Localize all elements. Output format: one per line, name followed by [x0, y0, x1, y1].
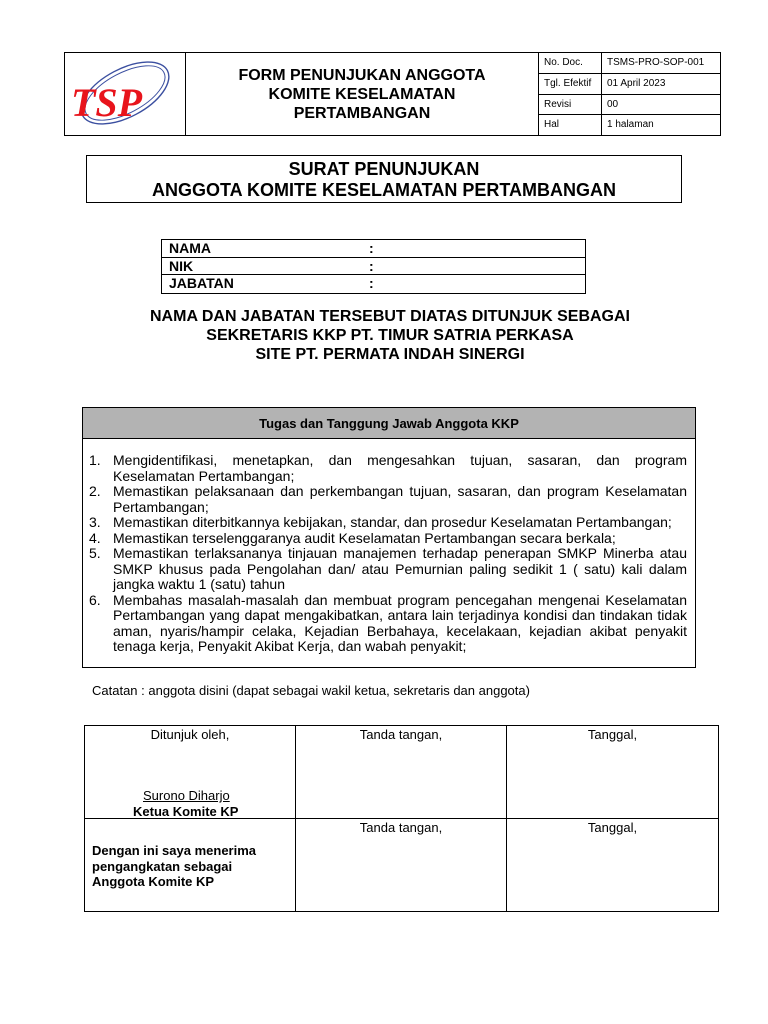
- duties-heading: Tugas dan Tanggung Jawab Anggota KKP: [83, 408, 695, 439]
- tsp-logo-icon: [65, 53, 186, 135]
- meta-label: Revisi: [539, 95, 602, 115]
- date-label: Tanggal,: [587, 727, 638, 742]
- item-number: 4.: [89, 529, 101, 546]
- list-item: [89, 484, 687, 515]
- meta-value: 1 halaman: [607, 119, 654, 131]
- info-label: JABATAN: [169, 275, 234, 291]
- meta-row-effective-date: [539, 74, 720, 95]
- item-number: 2.: [89, 483, 101, 499]
- statement-line: SITE PT. PERMATA INDAH SINERGI: [255, 346, 525, 363]
- signature-row-appointee: [85, 819, 718, 911]
- item-text: Memastikan pelaksanaan dan perkembangan tujuan, sasaran, dan program Keselamatan Pertambangan;: [113, 483, 687, 515]
- document-meta: [539, 53, 720, 135]
- list-item: [89, 515, 687, 531]
- letter-title-line: SURAT PENUNJUKAN: [288, 159, 480, 179]
- list-item: [89, 531, 687, 547]
- signature-label: Tanda tangan,: [359, 820, 443, 835]
- appointment-statement: [40, 307, 740, 364]
- info-label: NIK: [169, 257, 194, 274]
- list-item: [89, 593, 687, 655]
- duties-list: [83, 439, 695, 655]
- nik-field[interactable]: [389, 258, 585, 275]
- appointee-info-table: [161, 239, 586, 294]
- signature-cell[interactable]: [296, 819, 507, 911]
- info-row-jabatan: [162, 275, 585, 293]
- statement-line: SEKRETARIS KKP PT. TIMUR SATRIA PERKASA: [206, 327, 574, 344]
- meta-label: No. Doc.: [539, 53, 602, 73]
- nama-field[interactable]: [389, 240, 585, 257]
- signature-table: [84, 725, 719, 912]
- appointer-cell: [85, 726, 296, 818]
- meta-row-page: [539, 115, 720, 135]
- item-number: 1.: [89, 452, 101, 468]
- acceptance-line: Anggota Komite KP: [92, 874, 215, 889]
- item-number: 5.: [89, 545, 101, 561]
- letter-title: [86, 155, 682, 203]
- appointed-by-label: Ditunjuk oleh,: [150, 727, 230, 742]
- acceptance-line: Dengan ini saya menerima: [92, 843, 257, 858]
- document-header: [64, 52, 721, 136]
- form-title: [186, 53, 539, 135]
- letter-title-line: ANGGOTA KOMITE KESELAMATAN PERTAMBANGAN: [152, 180, 616, 200]
- item-text: Memastikan terselenggaranya audit Keselamatan Pertambangan secara berkala;: [113, 529, 616, 546]
- info-label: NAMA: [169, 240, 211, 256]
- acceptance-line: pengangkatan sebagai: [92, 858, 233, 874]
- meta-row-doc-no: [539, 53, 720, 74]
- info-separator: :: [369, 275, 374, 291]
- info-row-nama: [162, 240, 585, 258]
- note-text: Catatan : anggota disini (dapat sebagai wakil ketua, sekretaris dan anggota): [92, 683, 530, 698]
- acceptance-text: [92, 843, 256, 890]
- appointer-role: Ketua Komite KP: [133, 804, 239, 819]
- form-title-line: KOMITE KESELAMATAN: [268, 85, 456, 103]
- info-row-nik: [162, 258, 585, 276]
- signature-row-appointer: [85, 726, 718, 819]
- date-cell[interactable]: [507, 726, 718, 818]
- meta-value: 00: [607, 98, 619, 110]
- list-item: [89, 453, 687, 484]
- meta-label: Hal: [539, 115, 602, 135]
- duties-box: [82, 407, 696, 668]
- meta-row-revision: [539, 95, 720, 116]
- item-text: Memastikan terlaksananya tinjauan manajemen terhadap penerapan SMKP Minerba atau SMKP khusus pada Pengolahan dan/ atau Pemurnian paling sedikit 1 ( satu) kali dalam jangka waktu 1 (satu) tahun: [113, 545, 687, 592]
- statement-line: NAMA DAN JABATAN TERSEBUT DIATAS DITUNJUK SEBAGAI: [150, 308, 630, 325]
- acceptance-cell: [85, 819, 296, 911]
- info-separator: :: [369, 257, 374, 274]
- date-label: Tanggal,: [587, 820, 638, 835]
- jabatan-field[interactable]: [389, 275, 585, 293]
- list-item: [89, 546, 687, 593]
- logo-text: TSP: [71, 80, 143, 125]
- meta-value: TSMS-PRO-SOP-001: [607, 57, 705, 68]
- item-text: Memastikan diterbitkannya kebijakan, standar, dan prosedur Keselamatan Pertambangan;: [113, 514, 672, 530]
- company-logo: [65, 53, 186, 135]
- item-number: 6.: [89, 591, 101, 608]
- info-separator: :: [369, 240, 374, 256]
- item-number: 3.: [89, 514, 101, 530]
- signature-cell[interactable]: [296, 726, 507, 818]
- appointer-name: Surono Diharjo: [143, 788, 230, 803]
- form-title-line: PERTAMBANGAN: [293, 104, 431, 122]
- meta-value: 01 April 2023: [607, 77, 666, 89]
- item-text: Mengidentifikasi, menetapkan, dan mengesahkan tujuan, sasaran, dan program Keselamatan Pertambangan;: [113, 452, 687, 484]
- signature-label: Tanda tangan,: [359, 727, 443, 742]
- date-cell[interactable]: [507, 819, 718, 911]
- form-title-line: FORM PENUNJUKAN ANGGOTA: [238, 66, 486, 84]
- item-text: Membahas masalah-masalah dan membuat program pencegahan mengenai Keselamatan Pertambangan yang dapat mengakibatkan, antara lain terjadinya kondisi dan tindakan tidak aman, nyaris/hampir celaka, Kejadian Berbahaya, kecelakaan, kejadian akibat penyakit tenaga kerja, Penyakit Akibat Kerja, dan wabah penyakit;: [113, 591, 687, 654]
- meta-label: Tgl. Efektif: [539, 74, 602, 94]
